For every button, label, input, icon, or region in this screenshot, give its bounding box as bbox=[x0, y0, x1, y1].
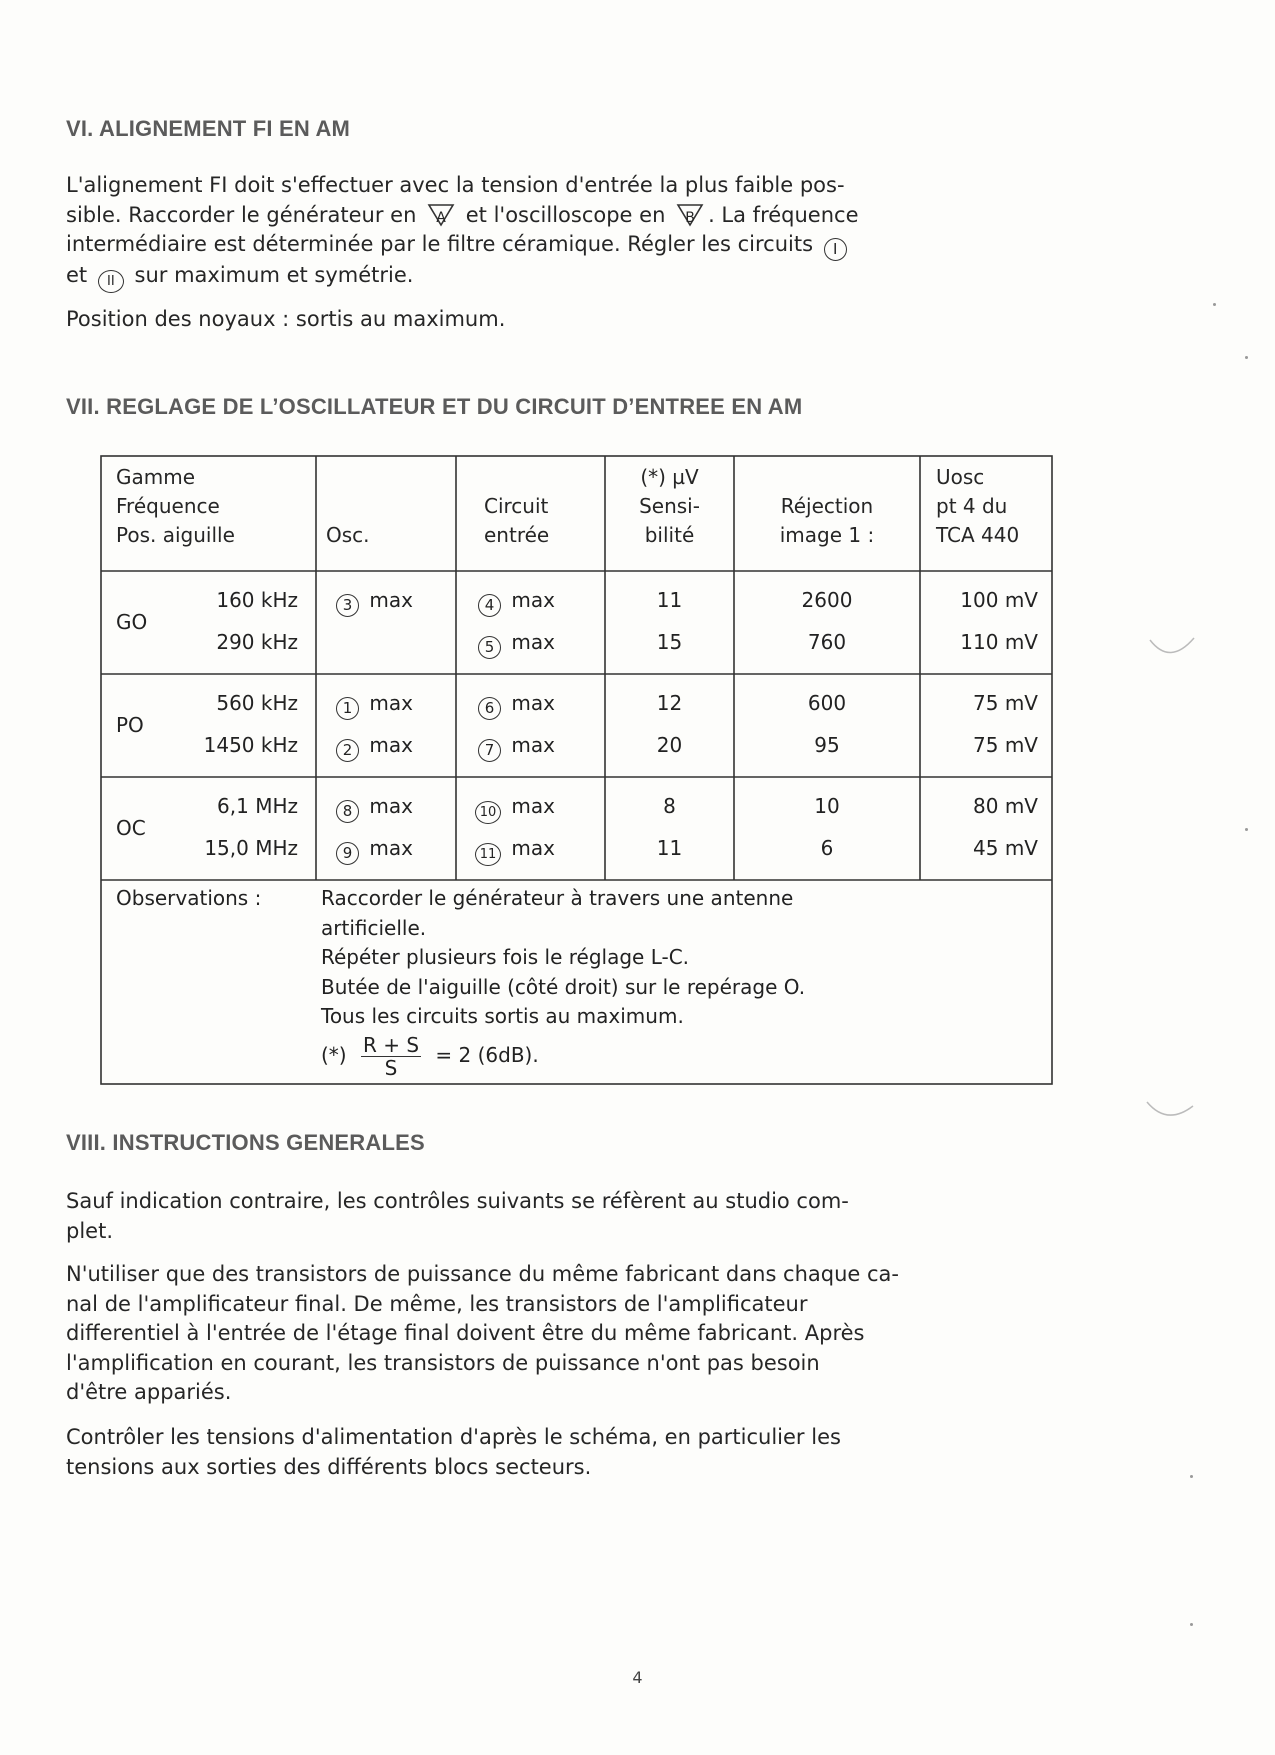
sensitivity-cell: 11 bbox=[656, 588, 683, 612]
rejection-cell: 600 bbox=[807, 691, 847, 715]
circuit-ii-marker: II bbox=[98, 270, 124, 293]
alignment-table bbox=[100, 455, 1053, 1085]
scan-speck bbox=[1190, 1475, 1193, 1478]
coil-number-marker: 2 bbox=[336, 739, 359, 762]
coil-number-marker: 6 bbox=[478, 697, 501, 720]
test-point-b-marker: B bbox=[676, 203, 704, 227]
osc-cell: 2 max bbox=[332, 733, 413, 762]
page-number: 4 bbox=[632, 1668, 643, 1687]
circuit-cell: 5 max bbox=[474, 630, 555, 659]
rejection-cell: 760 bbox=[807, 630, 847, 654]
band-label: PO bbox=[116, 713, 144, 737]
vi-noyaux-line: Position des noyaux : sortis au maximum. bbox=[66, 307, 506, 331]
coil-number-marker: 11 bbox=[475, 843, 501, 866]
vi-line-3: intermédiaire est déterminée par le filtre céramique. Régler les circuits I bbox=[66, 230, 1126, 261]
observations-label: Observations : bbox=[116, 886, 262, 910]
sensitivity-cell: 8 bbox=[663, 794, 676, 818]
circuit-cell: 4 max bbox=[474, 588, 555, 617]
coil-number-marker: 5 bbox=[478, 636, 501, 659]
rejection-formula: (*) $\frac{R + S}{S}$ = 2 (6dB). bbox=[321, 1032, 539, 1080]
vi-line-1: L'alignement FI doit s'effectuer avec la tension d'entrée la plus faible pos- bbox=[66, 173, 845, 197]
osc-cell: 1 max bbox=[332, 691, 413, 720]
coil-number-marker: 1 bbox=[336, 697, 359, 720]
sensitivity-cell: 11 bbox=[656, 836, 683, 860]
coil-number-marker: 8 bbox=[336, 800, 359, 823]
scan-speck bbox=[1245, 356, 1248, 359]
circuit-i-marker: I bbox=[824, 238, 847, 261]
section-vi-paragraph bbox=[66, 171, 1126, 293]
sensitivity-cell: 15 bbox=[656, 630, 683, 654]
punch-hole-mark bbox=[1148, 636, 1196, 664]
uosc-cell: 100 mV bbox=[960, 588, 1038, 612]
band-label: GO bbox=[116, 610, 148, 634]
scan-speck bbox=[1213, 303, 1216, 306]
sensitivity-cell: 12 bbox=[656, 691, 683, 715]
coil-number-marker: 4 bbox=[478, 594, 501, 617]
punch-hole-mark bbox=[1145, 1098, 1195, 1124]
circuit-cell: 7 max bbox=[474, 733, 555, 762]
circuit-cell: 11 max bbox=[471, 836, 555, 866]
osc-cell: 3 max bbox=[332, 588, 413, 617]
frequency-cell: 160 kHz bbox=[216, 588, 298, 612]
uosc-cell: 110 mV bbox=[960, 630, 1038, 654]
scan-speck bbox=[1190, 1623, 1193, 1626]
rejection-cell: 2600 bbox=[801, 588, 853, 612]
section-viii-title: VIII. INSTRUCTIONS GENERALES bbox=[66, 1130, 425, 1155]
formula-fraction: $\frac{R + S}{S}$ bbox=[362, 1032, 420, 1080]
viii-paragraph-3: Contrôler les tensions d'alimentation d'après le schéma, en particulier les tensions aux sorties des différents blocs secteurs. bbox=[66, 1425, 841, 1479]
circuit-cell: 6 max bbox=[474, 691, 555, 720]
coil-number-marker: 10 bbox=[475, 801, 501, 824]
frequency-cell: 290 kHz bbox=[216, 630, 298, 654]
band-label: OC bbox=[116, 816, 146, 840]
coil-number-marker: 3 bbox=[336, 594, 359, 617]
vi-line-4: et II sur maximum et symétrie. bbox=[66, 261, 1126, 293]
frequency-cell: 6,1 MHz bbox=[217, 794, 298, 818]
header-rejection: Réjection image 1 : bbox=[779, 494, 875, 547]
vi-line-2: sible. Raccorder le générateur en A et l'oscilloscope en B . La fréquence bbox=[66, 202, 859, 227]
observations-text: Raccorder le générateur à travers une antenne artificielle. Répéter plusieurs fois le réglage L-C. Butée de l'aiguille (côté droit) sur le repérage O. Tous les circuits sortis au maximum. (*) $\frac{R + S}{S}$ = 2 (6dB). bbox=[321, 884, 1041, 1079]
frequency-cell: 560 kHz bbox=[216, 691, 298, 715]
osc-cell: 9 max bbox=[332, 836, 413, 865]
header-osc: Osc. bbox=[326, 523, 370, 547]
header-gamme: Gamme Fréquence Pos. aiguille bbox=[116, 465, 235, 547]
uosc-cell: 75 mV bbox=[973, 733, 1038, 757]
frequency-cell: 15,0 MHz bbox=[204, 836, 298, 860]
coil-number-marker: 9 bbox=[336, 842, 359, 865]
coil-number-marker: 7 bbox=[478, 739, 501, 762]
uosc-cell: 80 mV bbox=[973, 794, 1038, 818]
test-point-a-marker: A bbox=[427, 203, 455, 227]
header-circuit: Circuit entrée bbox=[484, 494, 550, 547]
viii-paragraph-2: N'utiliser que des transistors de puissance du même fabricant dans chaque ca- nal de l'amplificateur final. De même, les transistors de l'amplificateur differentiel à l'entrée de l'étage final doivent être du même fabricant. Après l'amplification en courant, les transistors de puissance n'ont pas besoin d'être appariés. bbox=[66, 1262, 900, 1404]
rejection-cell: 10 bbox=[814, 794, 840, 818]
section-vi-title: VI. ALIGNEMENT FI EN AM bbox=[66, 116, 351, 141]
section-vii-title: VII. REGLAGE DE L’OSCILLATEUR ET DU CIRCUIT D’ENTREE EN AM bbox=[66, 394, 803, 419]
osc-cell: 8 max bbox=[332, 794, 413, 823]
rejection-cell: 6 bbox=[820, 836, 834, 860]
header-uosc: Uosc pt 4 du TCA 440 bbox=[936, 465, 1020, 547]
uosc-cell: 75 mV bbox=[973, 691, 1038, 715]
uosc-cell: 45 mV bbox=[973, 836, 1038, 860]
rejection-cell: 95 bbox=[814, 733, 840, 757]
sensitivity-cell: 20 bbox=[656, 733, 683, 757]
circuit-cell: 10 max bbox=[471, 794, 555, 824]
frequency-cell: 1450 kHz bbox=[203, 733, 298, 757]
viii-paragraph-1: Sauf indication contraire, les contrôles suivants se réfèrent au studio com- plet. bbox=[66, 1189, 849, 1243]
scan-speck bbox=[1245, 828, 1248, 831]
header-sensibilite: (*) µV Sensi- bilité bbox=[639, 465, 700, 547]
